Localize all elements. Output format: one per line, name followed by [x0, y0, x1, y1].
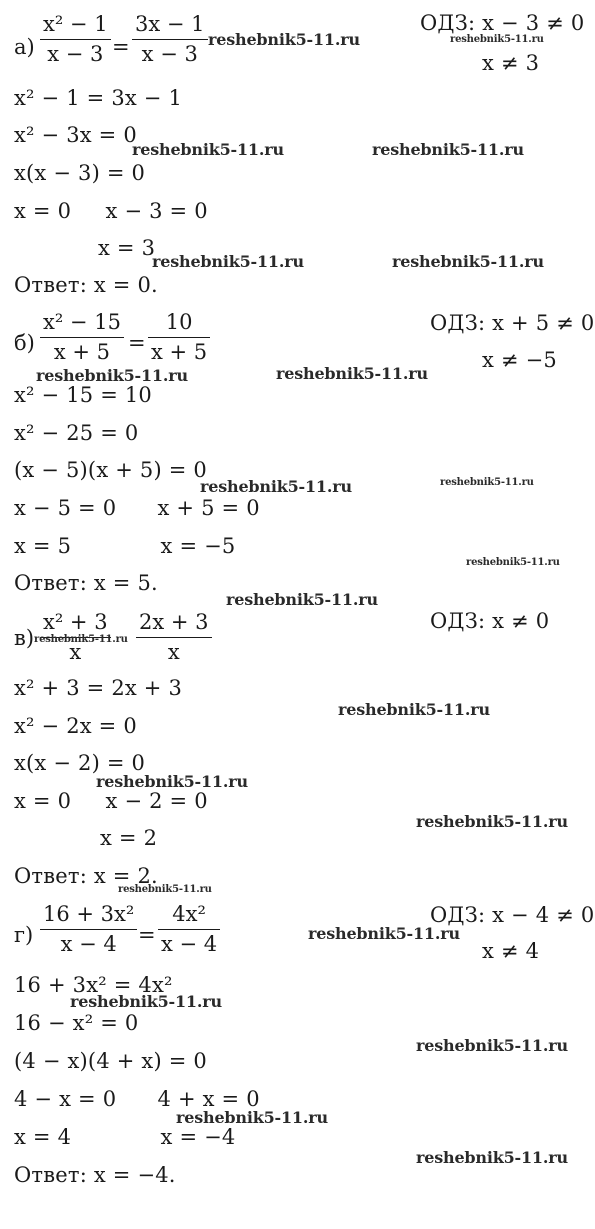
part-v-rhs-fraction: [136, 610, 212, 664]
part-g-rhs-denominator: x − 4: [161, 932, 218, 956]
fraction-bar: [40, 929, 137, 930]
part-g-step-1: 16 + 3x² = 4x²: [14, 973, 173, 997]
part-a-lhs-numerator: x² − 1: [43, 12, 108, 36]
part-b-rhs-numerator: 10: [165, 310, 193, 334]
part-b-step-2: x² − 25 = 0: [14, 421, 139, 445]
part-b-answer: Ответ: x = 5.: [14, 571, 158, 595]
watermark: reshebnik5-11.ru: [226, 590, 378, 609]
watermark: reshebnik5-11.ru: [176, 1108, 328, 1127]
watermark: reshebnik5-11.ru: [276, 364, 428, 383]
part-v-answer: Ответ: x = 2.: [14, 864, 158, 888]
part-g-lhs-denominator: x − 4: [60, 932, 117, 956]
part-b-step-5: x = 5 x = −5: [14, 534, 236, 558]
watermark: reshebnik5-11.ru: [34, 634, 128, 645]
part-g-odz: ОДЗ: x − 4 ≠ 0: [430, 903, 595, 927]
part-a-step-1: x² − 1 = 3x − 1: [14, 86, 183, 110]
watermark: reshebnik5-11.ru: [338, 700, 490, 719]
part-g-rhs-fraction: [158, 902, 220, 956]
watermark: reshebnik5-11.ru: [208, 30, 360, 49]
part-a-label: а): [14, 35, 35, 59]
part-g-step-4: 4 − x = 0 4 + x = 0: [14, 1087, 260, 1111]
part-b-odz: ОДЗ: x + 5 ≠ 0: [430, 311, 595, 335]
part-v-lhs-numerator: x² + 3: [43, 610, 108, 634]
part-g-answer: Ответ: x = −4.: [14, 1163, 176, 1187]
fraction-bar: [132, 39, 208, 40]
watermark: reshebnik5-11.ru: [70, 992, 222, 1011]
part-v-rhs-numerator: 2x + 3: [139, 610, 209, 634]
part-v-step-5: x = 2: [100, 826, 158, 850]
part-b-rhs-denominator: x + 5: [151, 340, 208, 364]
part-g-step-2: 16 − x² = 0: [14, 1011, 139, 1035]
part-b-odz-result: x ≠ −5: [482, 348, 557, 372]
watermark: reshebnik5-11.ru: [416, 1148, 568, 1167]
part-a-lhs-fraction: [40, 12, 111, 66]
part-g-step-3: (4 − x)(4 + x) = 0: [14, 1049, 207, 1073]
watermark: reshebnik5-11.ru: [392, 252, 544, 271]
part-g-equals: =: [138, 923, 156, 947]
part-b-lhs-fraction: [40, 310, 124, 364]
watermark: reshebnik5-11.ru: [372, 140, 524, 159]
part-a-odz: ОДЗ: x − 3 ≠ 0: [420, 11, 585, 35]
fraction-bar: [40, 337, 124, 338]
part-v-step-1: x² + 3 = 2x + 3: [14, 676, 183, 700]
part-b-lhs-denominator: x + 5: [53, 340, 111, 364]
part-g-lhs-fraction: [40, 902, 137, 956]
part-a-step-3: x(x − 3) = 0: [14, 161, 146, 185]
watermark: reshebnik5-11.ru: [416, 1036, 568, 1055]
part-a-lhs-denominator: x − 3: [47, 42, 104, 66]
part-a-rhs-denominator: x − 3: [141, 42, 198, 66]
part-v-rhs-denominator: x: [167, 640, 180, 664]
part-v-lhs-denominator: x: [69, 640, 82, 664]
part-g-odz-result: x ≠ 4: [482, 939, 540, 963]
watermark: reshebnik5-11.ru: [416, 812, 568, 831]
part-g-lhs-numerator: 16 + 3x²: [43, 902, 135, 926]
part-g-label: г): [14, 923, 34, 947]
part-a-step-4: x = 0 x − 3 = 0: [14, 199, 208, 223]
part-a-rhs-fraction: [132, 12, 208, 66]
watermark: reshebnik5-11.ru: [118, 884, 212, 895]
part-v-step-2: x² − 2x = 0: [14, 714, 137, 738]
watermark: reshebnik5-11.ru: [440, 477, 534, 488]
part-v-label: в): [14, 626, 35, 650]
part-b-step-4: x − 5 = 0 x + 5 = 0: [14, 496, 260, 520]
part-v-step-3: x(x − 2) = 0: [14, 751, 146, 775]
part-b-step-1: x² − 15 = 10: [14, 383, 152, 407]
part-v-step-4: x = 0 x − 2 = 0: [14, 789, 208, 813]
part-a-step-5: x = 3: [98, 236, 156, 260]
watermark: reshebnik5-11.ru: [450, 34, 544, 45]
part-g-step-5: x = 4 x = −4: [14, 1125, 236, 1149]
watermark: reshebnik5-11.ru: [96, 772, 248, 791]
watermark: reshebnik5-11.ru: [308, 924, 460, 943]
watermark: reshebnik5-11.ru: [36, 366, 188, 385]
fraction-bar: [158, 929, 220, 930]
part-b-label: б): [14, 331, 35, 355]
part-a-rhs-numerator: 3x − 1: [135, 12, 205, 36]
part-g-rhs-numerator: 4x²: [172, 902, 206, 926]
part-v-odz: ОДЗ: x ≠ 0: [430, 609, 550, 633]
watermark: reshebnik5-11.ru: [200, 477, 352, 496]
fraction-bar: [40, 39, 111, 40]
part-a-step-2: x² − 3x = 0: [14, 123, 137, 147]
fraction-bar: [148, 337, 210, 338]
watermark: reshebnik5-11.ru: [466, 557, 560, 568]
part-b-lhs-numerator: x² − 15: [43, 310, 121, 334]
watermark: reshebnik5-11.ru: [152, 252, 304, 271]
part-b-step-3: (x − 5)(x + 5) = 0: [14, 458, 207, 482]
part-a-answer: Ответ: x = 0.: [14, 273, 158, 297]
part-b-equals: =: [128, 331, 146, 355]
part-b-rhs-fraction: [148, 310, 210, 364]
part-a-odz-result: x ≠ 3: [482, 51, 540, 75]
part-a-equals: =: [112, 35, 130, 59]
fraction-bar: [136, 637, 212, 638]
watermark: reshebnik5-11.ru: [132, 140, 284, 159]
